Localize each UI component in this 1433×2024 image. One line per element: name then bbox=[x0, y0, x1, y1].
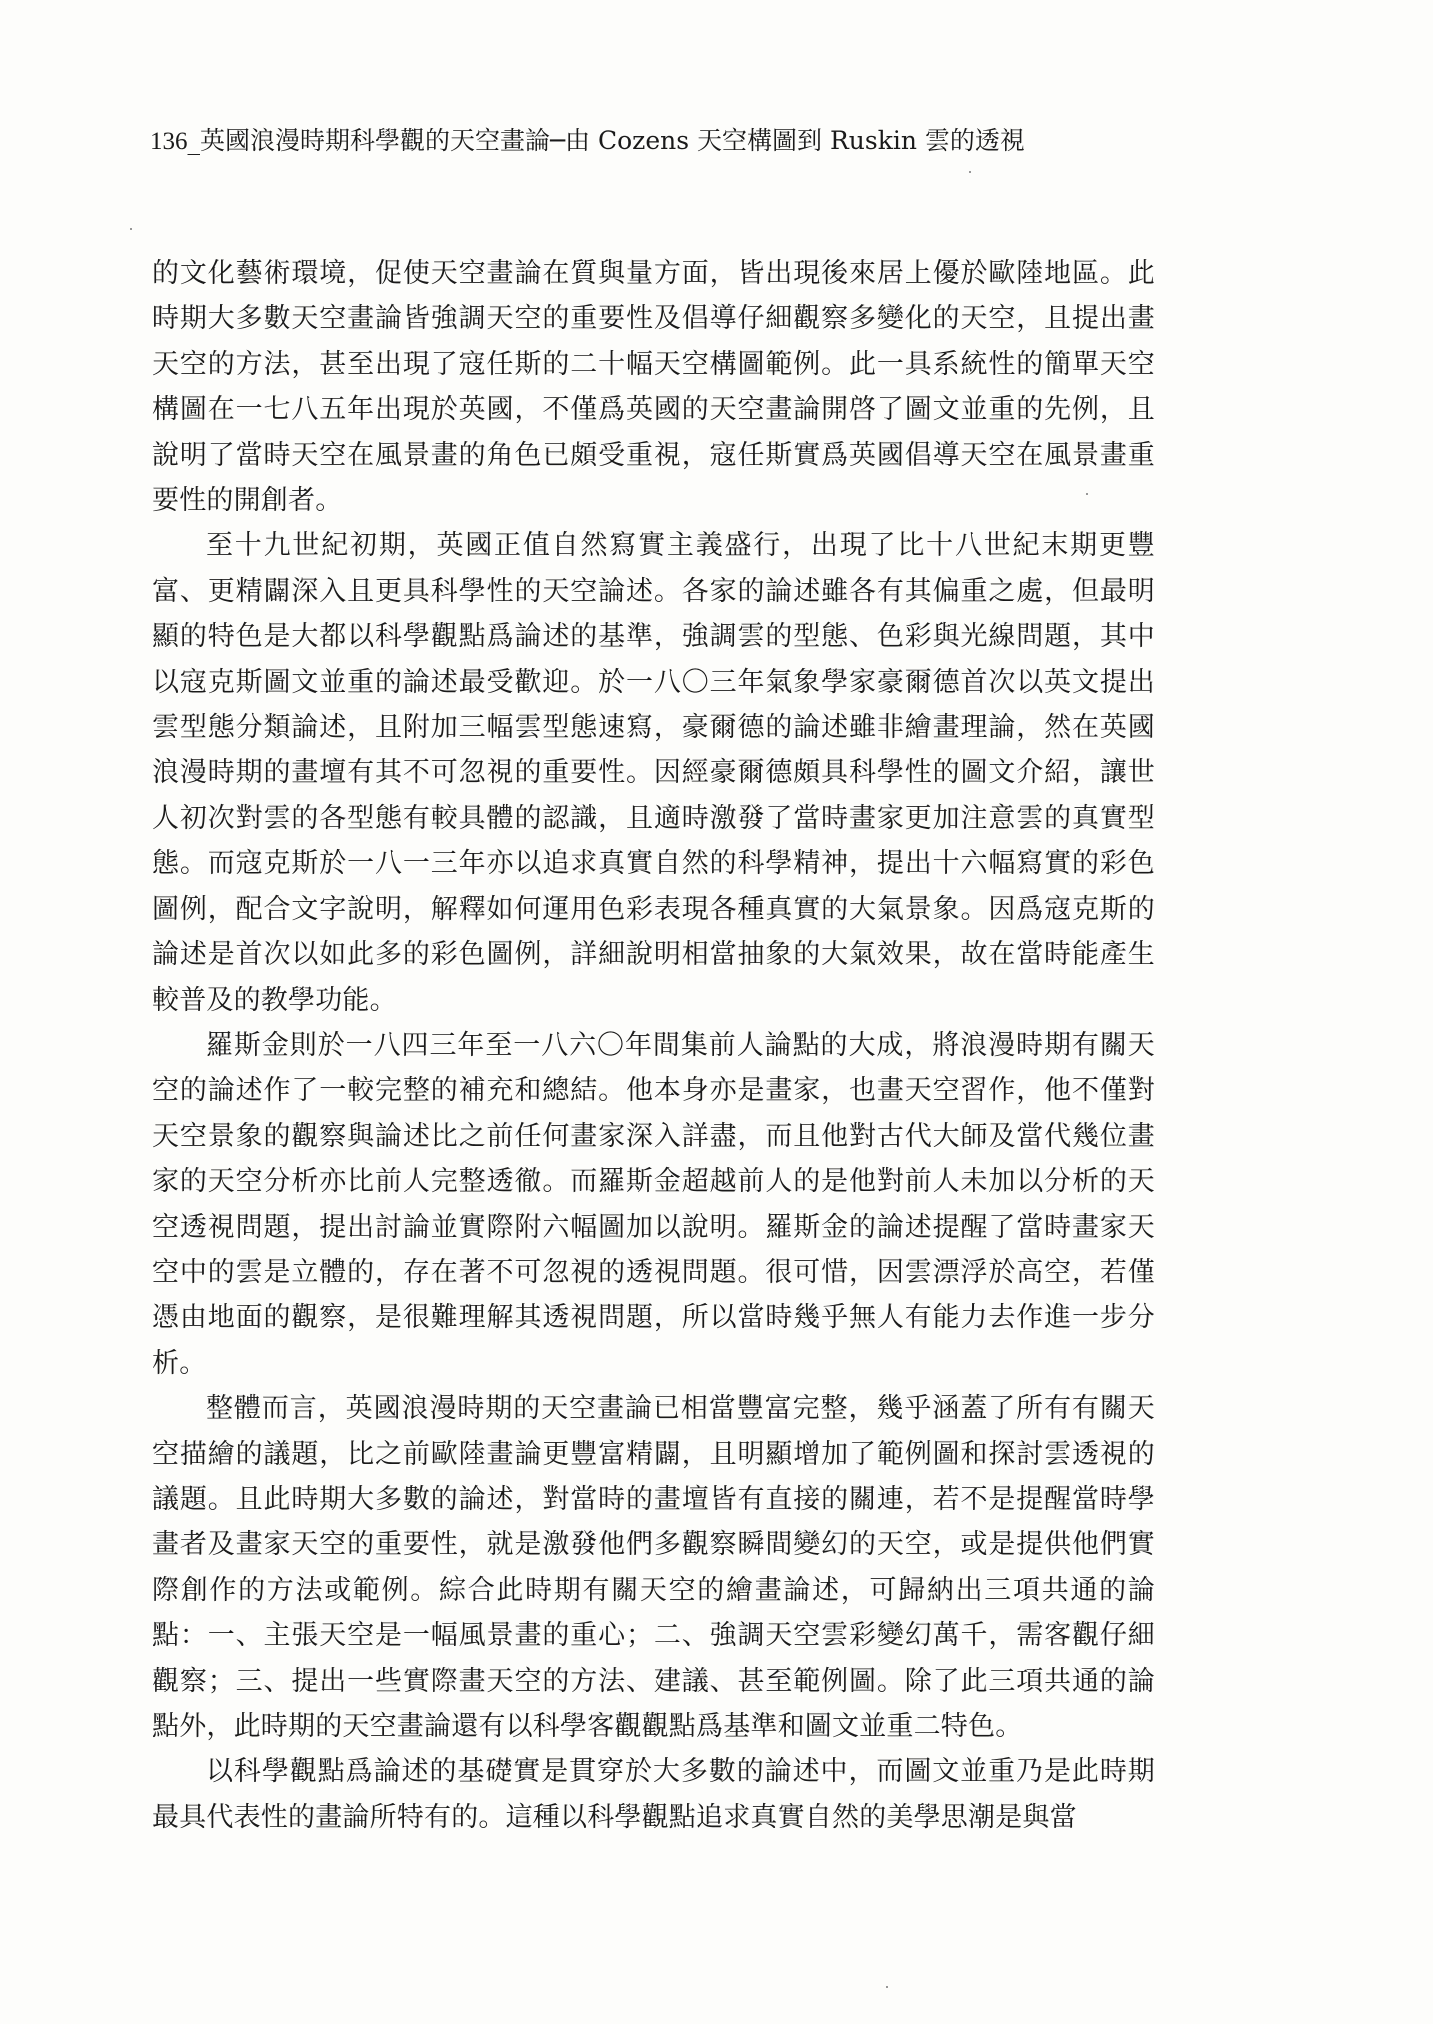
running-header bbox=[150, 124, 1300, 159]
paragraph-4: 整體而言，英國浪漫時期的天空畫論已相當豐富完整，幾乎涵蓋了所有有關天空描繪的議題，比之前歐陸畫論更豐富精闢，且明顯增加了範例圖和探討雲透視的議題。且此時期大多數的論述，對當時的畫壇皆有直接的關連，若不是提醒當時學畫者及畫家天空的重要性，就是激發他們多觀察瞬間變幻的天空，或是提供他們實際創作的方法或範例。綜合此時期有關天空的繪畫論述，可歸納出三項共通的論點：一、主張天空是一幅風景畫的重心；二、強調天空雲彩變幻萬千，需客觀仔細觀察；三、提出一些實際畫天空的方法、建議、甚至範例圖。除了此三項共通的論點外，此時期的天空畫論還有以科學客觀觀點爲基準和圖文並重二特色。 bbox=[152, 1393, 1155, 1742]
scan-speck bbox=[969, 171, 971, 173]
page-number: 136 bbox=[150, 128, 188, 155]
scan-speck bbox=[130, 228, 132, 230]
paragraph-2: 至十九世紀初期，英國正值自然寫實主義盛行，出現了比十八世紀末期更豐富、更精闢深入且更具科學性的天空論述。各家的論述雖各有其偏重之處，但最明顯的特色是大都以科學觀點爲論述的基準，強調雲的型態、色彩與光線問題，其中以寇克斯圖文並重的論述最受歡迎。於一八〇三年氣象學家豪爾德首次以英文提出雲型態分類論述，且附加三幅雲型態速寫，豪爾德的論述雖非繪畫理論，然在英國浪漫時期的畫壇有其不可忽視的重要性。因經豪爾德頗具科學性的圖文介紹，讓世人初次對雲的各型態有較具體的認識，且適時激發了當時畫家更加注意雲的真實型態。而寇克斯於一八一三年亦以追求真實自然的科學精神，提出十六幅寫實的彩色圖例，配合文字說明，解釋如何運用色彩表現各種真實的大氣景象。因爲寇克斯的論述是首次以如此多的彩色圖例，詳細說明相當抽象的大氣效果，故在當時能產生較普及的教學功能。 bbox=[152, 530, 1155, 1016]
paragraph-3: 羅斯金則於一八四三年至一八六〇年間集前人論點的大成，將浪漫時期有關天空的論述作了一較完整的補充和總結。他本身亦是畫家，也畫天空習作，他不僅對天空景象的觀察與論述比之前任何畫家深入詳盡，而且他對古代大師及當代幾位畫家的天空分析亦比前人完整透徹。而羅斯金超越前人的是他對前人未加以分析的天空透視問題，提出討論並實際附六幅圖加以說明。羅斯金的論述提醒了當時畫家天空中的雲是立體的，存在著不可忽視的透視問題。很可惜，因雲漂浮於高空，若僅憑由地面的觀察，是很難理解其透視問題，所以當時幾乎無人有能力去作進一步分析。 bbox=[152, 1029, 1155, 1379]
paragraph-1: 的文化藝術環境，促使天空畫論在質與量方面，皆出現後來居上優於歐陸地區。此時期大多數天空畫論皆強調天空的重要性及倡導仔細觀察多變化的天空，且提出畫天空的方法，甚至出現了寇任斯的二十幅天空構圖範例。此一具系統性的簡單天空構圖在一七八五年出現於英國，不僅爲英國的天空畫論開啓了圖文並重的先例，且說明了當時天空在風景畫的角色已頗受重視，寇任斯實爲英國倡導天空在風景畫重要性的開創者。 bbox=[152, 258, 1155, 517]
scan-speck bbox=[886, 1986, 888, 1988]
running-title: _英國浪漫時期科學觀的天空畫論─由 Cozens 天空構圖到 Ruskin 雲的透視 bbox=[187, 126, 1025, 155]
scan-speck bbox=[1086, 493, 1088, 495]
body-text bbox=[152, 251, 1155, 1840]
paragraph-5: 以科學觀點爲論述的基礎實是貫穿於大多數的論述中，而圖文並重乃是此時期最具代表性的畫論所特有的。這種以科學觀點追求真實自然的美學思潮是與當 bbox=[152, 1756, 1155, 1833]
